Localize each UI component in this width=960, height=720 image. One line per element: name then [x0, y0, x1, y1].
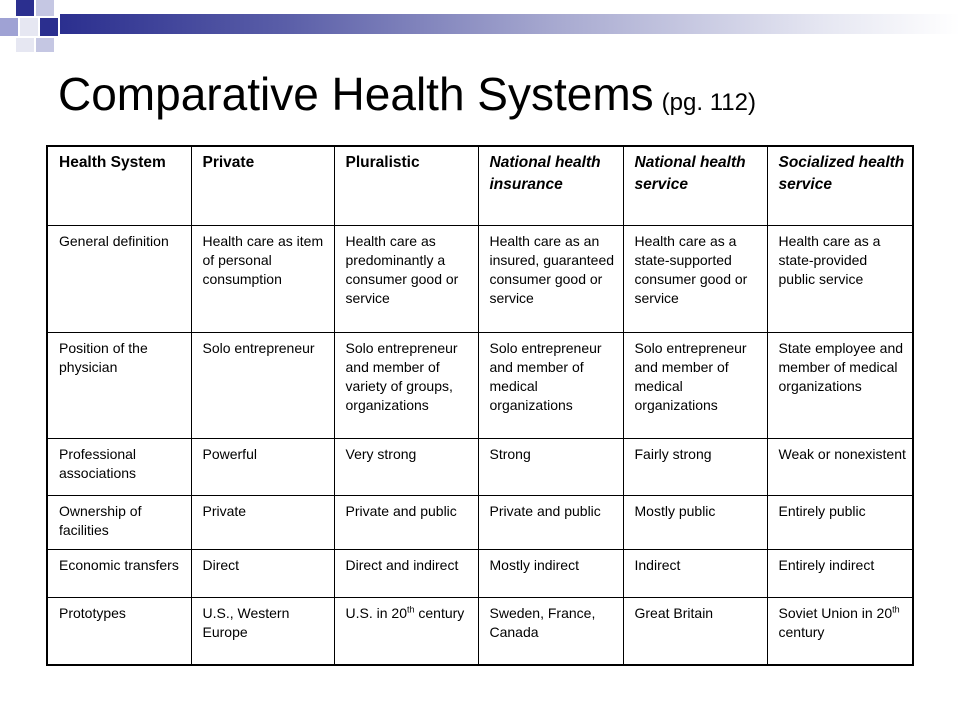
table-cell: Solo entrepreneur: [191, 332, 334, 438]
decor-square-6: [16, 38, 34, 52]
table-cell: State employee and member of medical organizations: [767, 332, 913, 438]
table-row: [47, 332, 913, 438]
table-cell: [767, 597, 913, 665]
table-cell: [334, 597, 478, 665]
decor-square-3: [0, 18, 18, 36]
table-cell: Entirely public: [767, 495, 913, 549]
row-label: Professional associations: [47, 438, 191, 495]
table-row: [47, 495, 913, 549]
table-cell: Health care as a state-supported consumer good or service: [623, 225, 767, 332]
decor-square-5: [40, 18, 58, 36]
header-health-system: Health System: [47, 146, 191, 225]
header-national-health-service: National health service: [623, 146, 767, 225]
table-cell: Private: [191, 495, 334, 549]
slide-title: [58, 66, 756, 131]
table-cell: Sweden, France, Canada: [478, 597, 623, 665]
table-cell: Great Britain: [623, 597, 767, 665]
table-cell: Mostly indirect: [478, 549, 623, 597]
cell-text: century: [778, 623, 825, 640]
table-cell: Health care as item of personal consumption: [191, 225, 334, 332]
table-cell: Health care as predominantly a consumer good or service: [334, 225, 478, 332]
table-cell: Health care as an insured, guaranteed consumer good or service: [478, 225, 623, 332]
comparison-table: [46, 145, 914, 666]
row-label: Economic transfers: [47, 549, 191, 597]
table-cell: Very strong: [334, 438, 478, 495]
table-cell: Solo entrepreneur and member of medical organizations: [478, 332, 623, 438]
table-cell: Solo entrepreneur and member of medical organizations: [623, 332, 767, 438]
header-row: [47, 146, 913, 225]
table-cell: Strong: [478, 438, 623, 495]
table-cell: Fairly strong: [623, 438, 767, 495]
decor-square-2: [36, 0, 54, 16]
table-cell: Private and public: [478, 495, 623, 549]
table-cell: U.S., Western Europe: [191, 597, 334, 665]
table-cell: Direct and indirect: [334, 549, 478, 597]
row-label: Position of the physician: [47, 332, 191, 438]
table-cell: Entirely indirect: [767, 549, 913, 597]
table-row: [47, 597, 913, 665]
cell-text: U.S. in 20: [345, 604, 407, 621]
table-cell: Mostly public: [623, 495, 767, 549]
superscript: th: [892, 603, 900, 614]
superscript: th: [406, 603, 415, 614]
table-cell: Direct: [191, 549, 334, 597]
table-row: [47, 549, 913, 597]
table-cell: Weak or nonexistent: [767, 438, 913, 495]
decor-square-1: [16, 0, 34, 16]
table-cell: Private and public: [334, 495, 478, 549]
table-row: [47, 438, 913, 495]
table-cell: Health care as a state-provided public service: [767, 225, 913, 332]
header-socialized-health-service: Socialized health service: [767, 146, 913, 225]
decor-square-4: [20, 18, 38, 36]
cell-text: Soviet Union in 20: [778, 604, 893, 621]
table-cell: Powerful: [191, 438, 334, 495]
header-pluralistic: Pluralistic: [334, 146, 478, 225]
table-cell: Indirect: [623, 549, 767, 597]
row-label: Ownership of facilities: [47, 495, 191, 549]
header-gradient-bar: [60, 14, 960, 34]
header-private: Private: [191, 146, 334, 225]
slide-subtitle: (pg. 112): [661, 89, 756, 116]
slide-title-text: Comparative Health Systems: [58, 68, 654, 120]
header-national-health-insurance: National health insurance: [478, 146, 623, 225]
row-label: Prototypes: [47, 597, 191, 665]
row-label: General definition: [47, 225, 191, 332]
table-row: [47, 225, 913, 332]
decor-square-7: [36, 38, 54, 52]
table-cell: Solo entrepreneur and member of variety of groups, organizations: [334, 332, 478, 438]
cell-text: century: [414, 604, 465, 621]
